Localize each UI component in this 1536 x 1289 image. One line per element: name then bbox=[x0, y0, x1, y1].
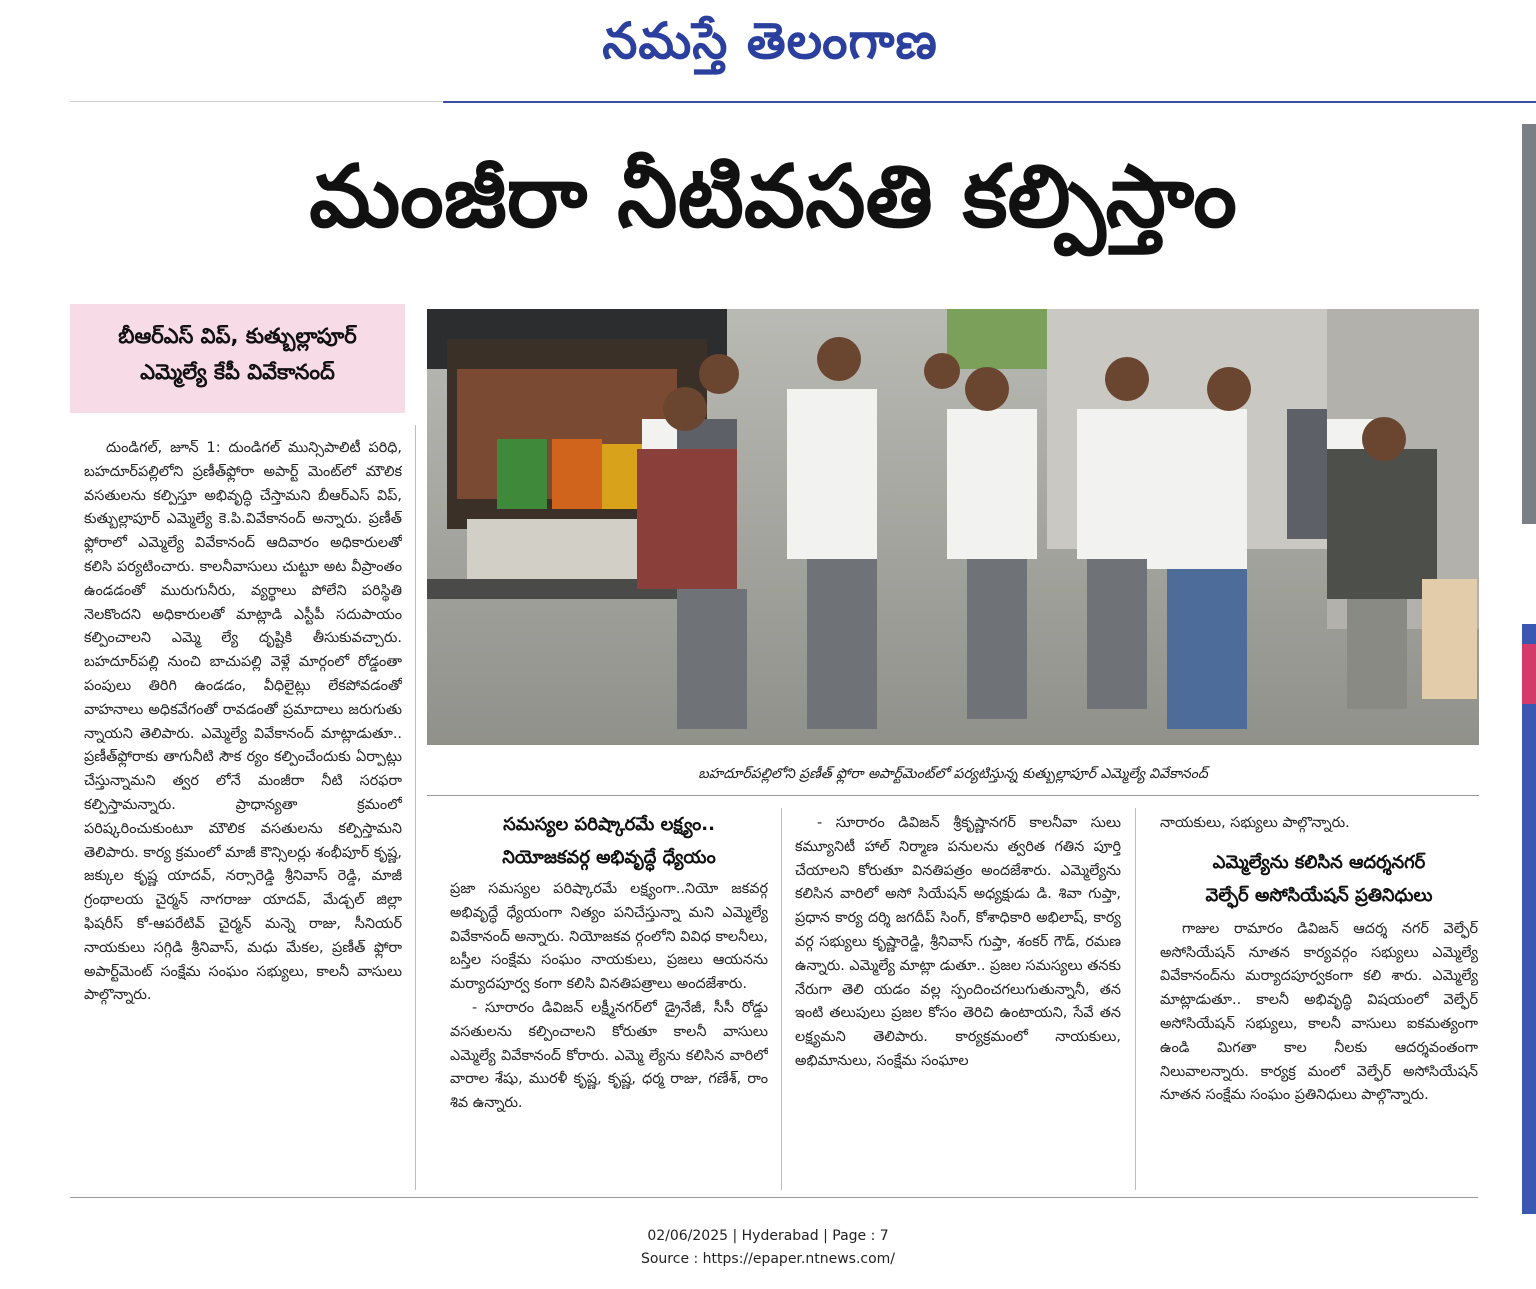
masthead-rule-left bbox=[70, 101, 442, 102]
masthead-rule bbox=[443, 101, 1536, 103]
footer-date-page: 02/06/2025 | Hyderabad | Page : 7 bbox=[647, 1228, 889, 1244]
photo-illustration bbox=[427, 309, 1479, 745]
news-photo bbox=[427, 309, 1479, 745]
column-4-heading-1: ఎమ్మెల్యేను కలిసిన ఆదర్శనగర్ bbox=[1212, 851, 1426, 873]
caption-rule bbox=[427, 795, 1479, 796]
adjacent-article-image bbox=[1522, 124, 1536, 1214]
subhead-line-2: ఎమ్మెల్యే కేపీ వివేకానంద్ bbox=[140, 360, 335, 384]
column-3 bbox=[795, 812, 1121, 1188]
column-3-paragraph-1: - సూరారం డివిజన్ శ్రీకృష్ణానగర్ కాలనీవా సులు కమ్యూనిటీ హాల్ నిర్మాణ పనులను త్వరిత గతిన పూర్తి చేయాలని కోరుతూ వినతిపత్రం అందజేశారు. ఎమ్మెల్యేను కలిసిన వారిలో అసో సియేషన్ అధ్యక్షుడు డి. శివా గుప్తా, ప్రధాన కార్య దర్శి జగదీప్ సింగ్, కోశాధికారి అభిలాష్, కార్య వర్గ సభ్యులు కృష్ణారెడ్డి, శ్రీనివాస్ గుప్తా, శంకర్ గౌడ్, రమణ ఉన్నారు. ఎమ్మెల్యే మాట్లా డుతూ.. ప్రజల సమస్యలు తనకు నేరుగా తెలి యడం వల్ల స్పందించగలుగుతున్నానీ, తన ఇంటి తలుపులు ప్రజల కోసం తెరిచి ఉంటాయని, సేవే తన లక్ష్యమని తెలిపారు. కార్యక్రమంలో నాయకులు, అభిమానులు, సంక్షేమ సంఘాల bbox=[795, 815, 1121, 1069]
subhead-box bbox=[70, 304, 405, 413]
column-4 bbox=[1160, 812, 1478, 1188]
column-4-heading-2: వెల్ఫేర్ అసోసియేషన్ ప్రతినిధులు bbox=[1205, 884, 1433, 906]
column-2-heading-1: సమస్యల పరిష్కారమే లక్ష్యం.. bbox=[503, 814, 715, 835]
column-2-paragraph-2: - సూరారం డివిజన్ లక్ష్మీనగర్‌లో డ్రైనేజీ, సీసీ రోడ్డు వసతులను కల్పించాలని కోరుతూ కాలనీ వాసులు ఎమ్మెల్యే వివేకానంద్ కోరారు. ఎమ్మె ల్యేను కలిసిన వారిలో వారాల శేషు, మురళీ కృష్ణ, కృష్ణ, ధర్మ రాజు, గణేశ్, రాం శివ ఉన్నారు. bbox=[450, 999, 768, 1112]
column-2-paragraph-1: ప్రజా సమస్యల పరిష్కారమే లక్ష్యంగా..నియో జకవర్గ అభివృద్ధే ధ్యేయంగా నిత్యం పనిచేస్తున్నా మని ఎమ్మెల్యే వివేకానంద్ అన్నారు. నియోజకవ ర్గంలోని వివిధ కాలనీలు, బస్తీల సంక్షేమ సంఘం నాయకులు, ప్రజలు ఆయనను మర్యాదపూర్వ కంగా కలిసి వినతిపత్రాలు అందజేశారు. bbox=[450, 881, 768, 993]
footer-source: Source : https://epaper.ntnews.com/ bbox=[640, 1251, 896, 1267]
column-2 bbox=[450, 808, 768, 1188]
column-4-paragraph-1: గాజుల రామారం డివిజన్ ఆదర్శ నగర్ వెల్ఫేర్ అసోసియేషన్ నూతన కార్యవర్గం సభ్యులు ఎమ్మెల్యే వివేకానంద్‌ను మర్యాదపూర్వకంగా కలి శారు. ఎమ్మెల్యే మాట్లాడుతూ.. కాలనీ అభివృద్ధి విషయంలో వెల్ఫేర్ అసోసియేషన్ సభ్యులు, కాలనీ వాసులు ఐకమత్యంగా ఉండి మిగతా కాల నీలకు ఆదర్శవంతంగా నిలువాలన్నారు. కార్యక్ర మంలో వెల్ఫేర్ అసోసియేషన్ నూతన సంక్షేమ సంఘం ప్రతినిధులు పాల్గొన్నారు. bbox=[1160, 920, 1478, 1104]
adjacent-article-edge bbox=[1522, 124, 1536, 1214]
column-4-paragraph-0: నాయకులు, సభ్యులు పాల్గొన్నారు. bbox=[1160, 815, 1350, 831]
headline: మంజీరా నీటివసతి కల్పిస్తాం bbox=[309, 147, 1237, 247]
column-2-heading-2: నియోజకవర్గ అభివృద్ధే ధ్యేయం bbox=[502, 847, 716, 868]
column-divider-2 bbox=[781, 808, 782, 1190]
column-1-text: దుండిగల్, జూన్ 1: దుండిగల్ మున్సిపాలిటీ పరిధి, బహదూర్‌పల్లిలోని ప్రణీత్‌ఫ్లోరా అపార్ట్ మెంట్‌లో మౌలిక వసతులను కల్పిస్తూ అభివృద్ధి చేస్తామని బీఆర్ఎస్ విప్, కుత్బుల్లాపూర్ ఎమ్మెల్యే కె.పి.వివేకానంద్ అన్నారు. ప్రణీత్ ఫ్లోరాలో ఎమ్మెల్యే వివేకానంద్ ఆదివారం అధికారులతో కలిసి పర్యటించారు. కాలనీవాసులు చుట్టూ అట వీప్రాంతం ఉండడంతో మురుగునీరు, వ్యర్థాలు పోలేని పరిస్థితి నెలకొందని అధికారులతో మాట్లాడి ఎస్టీపీ సదుపాయం కల్పించాలని ఎమ్మె ల్యే దృష్టికి తీసుకువచ్చారు. బహదూర్‌పల్లి నుంచి బాచుపల్లి వెళ్లే మార్గంలో రోడ్డంతా పంపులు తిరిగి ఉండడం, వీధిలైట్లు లేకపోవడంతో వాహనాలు అధికవేగంతో రావడంతో ప్రమాదాలు జరుగుతు న్నాయని తెలిపారు. ఎమ్మెల్యే వివేకానంద్ మాట్లాడుతూ.. ప్రణీత్‌ఫ్లోరాకు తాగునీటి సౌక ర్యం కల్పించేందుకు ఏర్పాట్లు చేస్తున్నామని త్వర లోనే మంజీరా నీటి సరఫరా కల్పిస్తామన్నారు. ప్రాధాన్యతా క్రమంలో పరిష్కరించుకుంటూ మౌలిక వసతులను కల్పిస్తామని తెలిపారు. కార్య క్రమంలో మాజీ కౌన్సిలర్లు శంభీపూర్ కృష్ణ, జక్కుల కృష్ణ యాదవ్, నర్సారెడ్డి శ్రీనివాస్ రెడ్డి, మాజీ గ్రంథాలయ చైర్మన్ నాగరాజు యాదవ్, మేడ్చల్ జిల్లా ఫిషరీస్ కో-ఆపరేటివ్ చైర్మన్ మన్నె రాజు, సీనియర్ నాయకులు సగ్గిడి శ్రీనివాస్, మధు మేకల, ప్రణీత్ ఫ్లోరా అపార్ట్‌మెంట్ సంక్షేమ సంఘం సభ్యులు, కాలనీ వాసులు పాల్గొన్నారు. bbox=[84, 440, 402, 1004]
column-divider-3 bbox=[1135, 808, 1136, 1190]
bottom-rule bbox=[70, 1197, 1478, 1198]
photo-caption: బహదూర్‌పల్లిలోని ప్రణీత్ ఫ్లోరా అపార్ట్‌మెంట్‌లో పర్యటిస్తున్న కుత్బుల్లాపూర్ ఎమ్మెల్యే వివేకానంద్ bbox=[698, 766, 1208, 782]
column-divider-1 bbox=[415, 425, 416, 1190]
masthead-logo: నమస్తే తెలంగాణ bbox=[602, 11, 938, 70]
footer bbox=[0, 1225, 1536, 1271]
subhead-line-1: బీఆర్ఎస్ విప్, కుత్బుల్లాపూర్ bbox=[118, 324, 357, 348]
column-1 bbox=[84, 437, 402, 1189]
